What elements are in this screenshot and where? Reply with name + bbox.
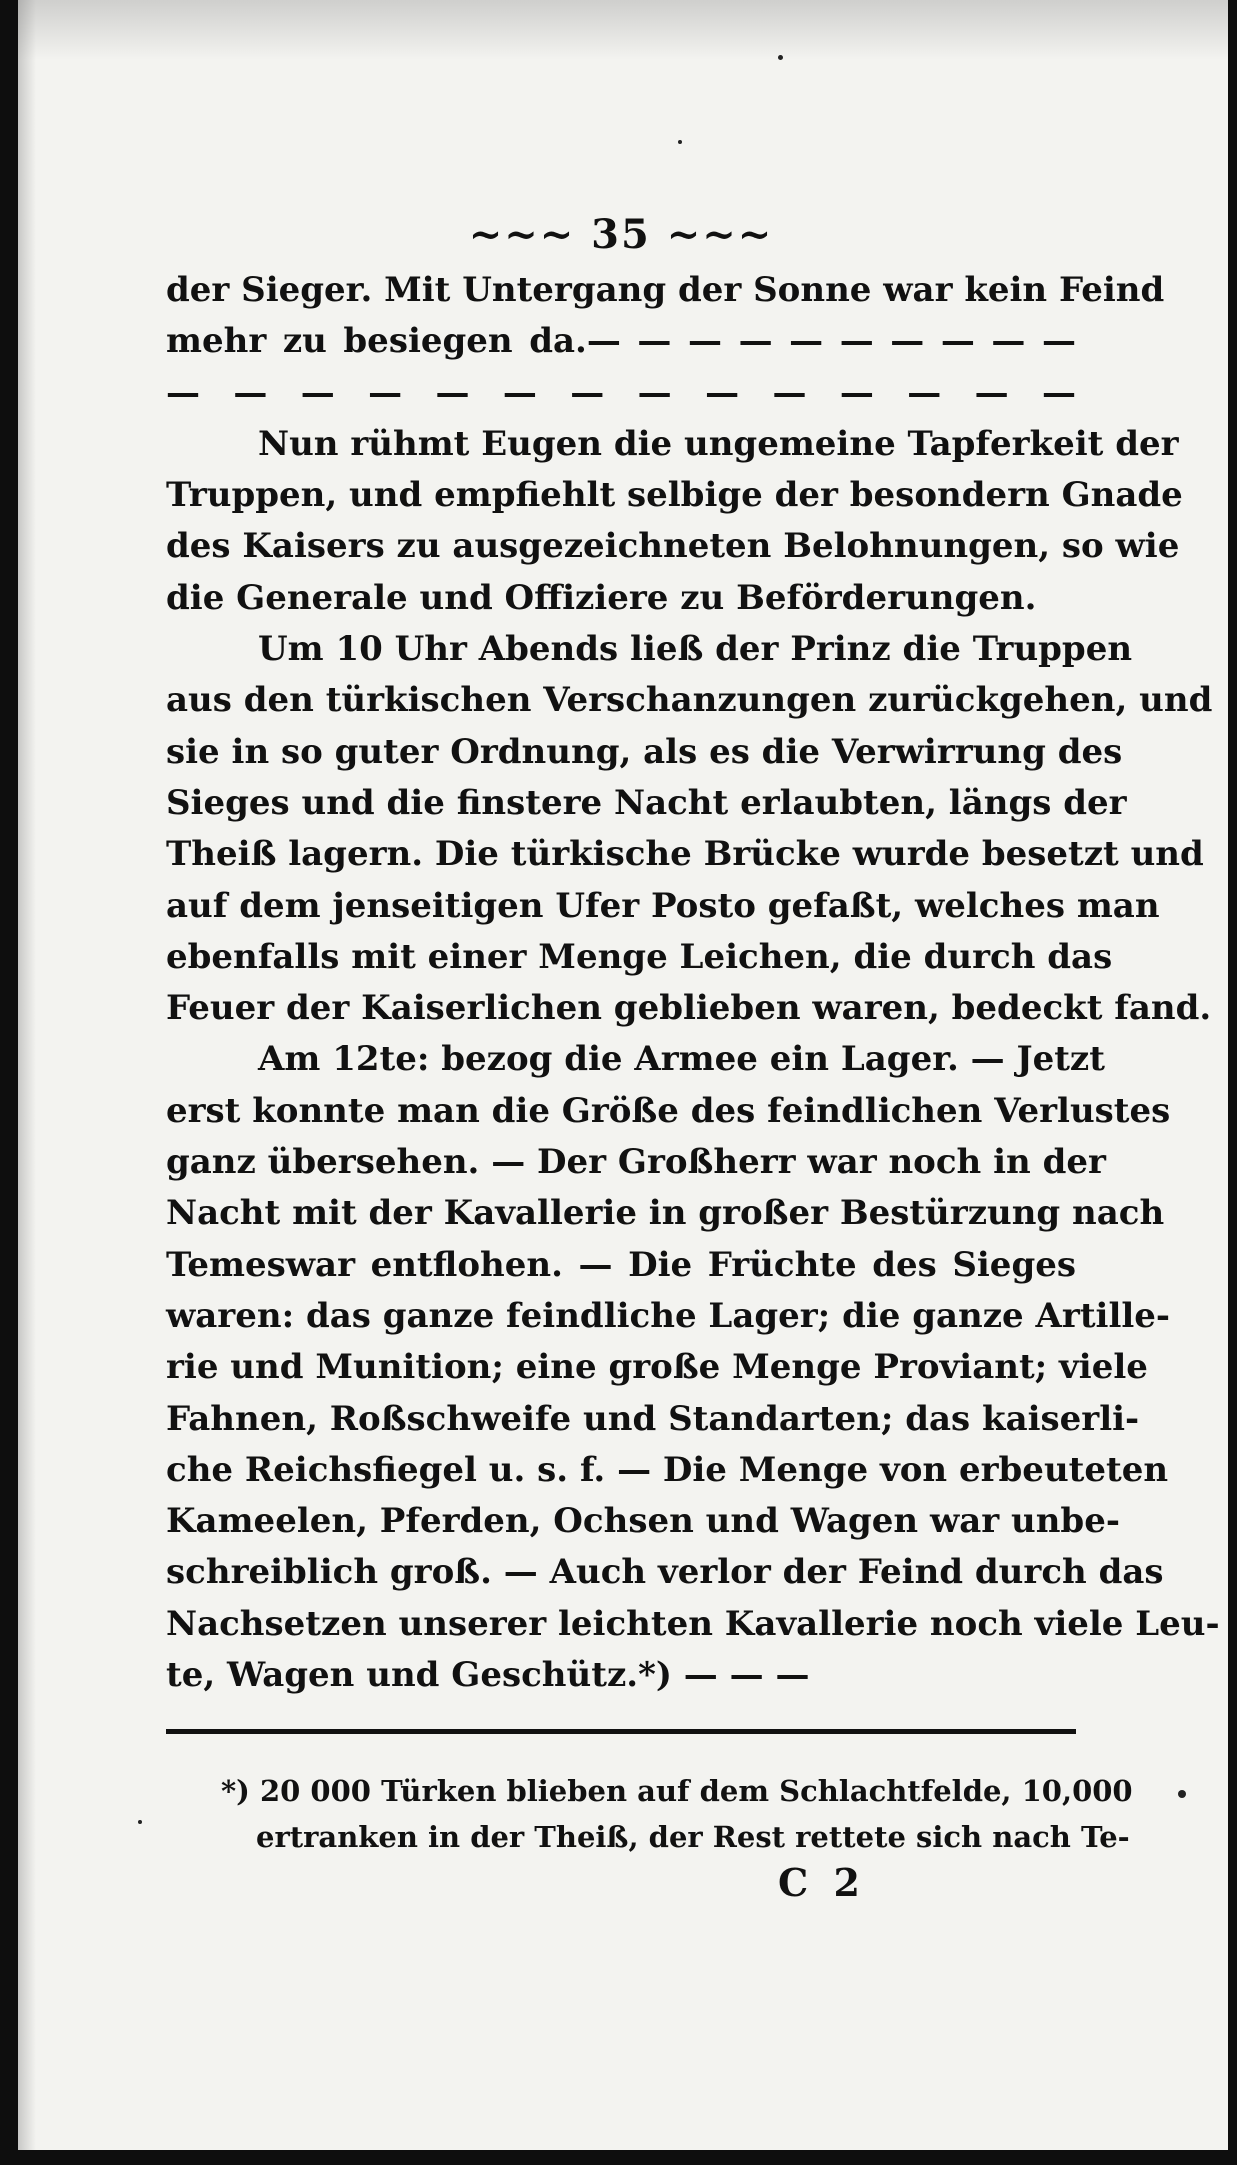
text-line: Am 12te: bezog die Armee ein Lager. — Jetzt [258,1039,1105,1080]
dust-speck [778,55,783,60]
text-line: — — — — — — — — — — — — — — [166,372,1076,413]
main-text [166,205,1220,1701]
text-line: Nacht mit der Kavallerie in großer Bestürzung nach [166,1193,1165,1234]
dust-speck [1178,1790,1186,1798]
footnote-line: ertranken in der Theiß, der Rest rettete sich nach Te- [256,1820,1130,1854]
footnote [166,1768,1133,1860]
text-line: erst konnte man die Größe des feindlichen Verlustes [166,1090,1171,1131]
dust-speck [678,140,682,144]
text-line: des Kaisers zu ausgezeichneten Belohnungen, so wie [166,526,1180,567]
text-line: Nachsetzen unserer leichten Kavallerie noch viele Leu- [166,1603,1220,1644]
page-left-shadow [18,0,36,2150]
text-line: auf dem jenseitigen Ufer Posto gefaßt, welches man [166,885,1160,926]
text-line: Feuer der Kaiserlichen geblieben waren, bedeckt fand. [166,988,1212,1029]
text-line: Nun rühmt Eugen die ungemeine Tapferkeit der [258,423,1179,464]
text-line: Truppen, und empfiehlt selbige der besondern Gnade [166,475,1183,516]
signature-mark: C 2 [778,1860,866,1905]
footnote-divider [166,1729,1076,1734]
text-line: Sieges und die finstere Nacht erlaubten, längs der [166,782,1127,823]
dust-speck [138,1820,142,1824]
text-line: mehr zu besiegen da.— — — — — — — — — — [166,321,1076,362]
footnote-line: *) 20 000 Türken blieben auf dem Schlachtfelde, 10,000 [221,1774,1133,1808]
text-line: aus den türkischen Verschanzungen zurückgehen, und [166,680,1213,721]
text-line: Kameelen, Pferden, Ochsen und Wagen war unbe- [166,1501,1120,1542]
text-line: die Generale und Offiziere zu Beförderungen. [166,577,1037,618]
text-line: sie in so guter Ordnung, als es die Verwirrung des [166,731,1123,772]
page-number-header: ~~~ 35 ~~~ [468,211,774,258]
text-line: schreiblich groß. — Auch verlor der Feind durch das [166,1552,1164,1593]
text-line: der Sieger. Mit Untergang der Sonne war kein Feind [166,270,1165,310]
text-line: ganz übersehen. — Der Großherr war noch in der [166,1142,1106,1183]
book-page [18,0,1228,2150]
text-line: Theiß lagern. Die türkische Brücke wurde besetzt und [166,834,1204,875]
page-top-shadow [18,0,1228,60]
text-line: Temeswar entflohen. — Die Früchte des Sieges [166,1244,1076,1285]
text-line: rie und Munition; eine große Menge Proviant; viele [166,1347,1148,1388]
text-line: ebenfalls mit einer Menge Leichen, die durch das [166,936,1113,977]
text-line: waren: das ganze feindliche Lager; die ganze Artille- [166,1295,1171,1336]
text-line: che Reichsfiegel u. s. f. — Die Menge von erbeuteten [166,1449,1169,1490]
text-line: Um 10 Uhr Abends ließ der Prinz die Truppen [258,629,1133,670]
text-line: Fahnen, Roßschweife und Standarten; das kaiserli- [166,1398,1140,1439]
text-line: te, Wagen und Geschütz.*) — — — [166,1655,810,1696]
